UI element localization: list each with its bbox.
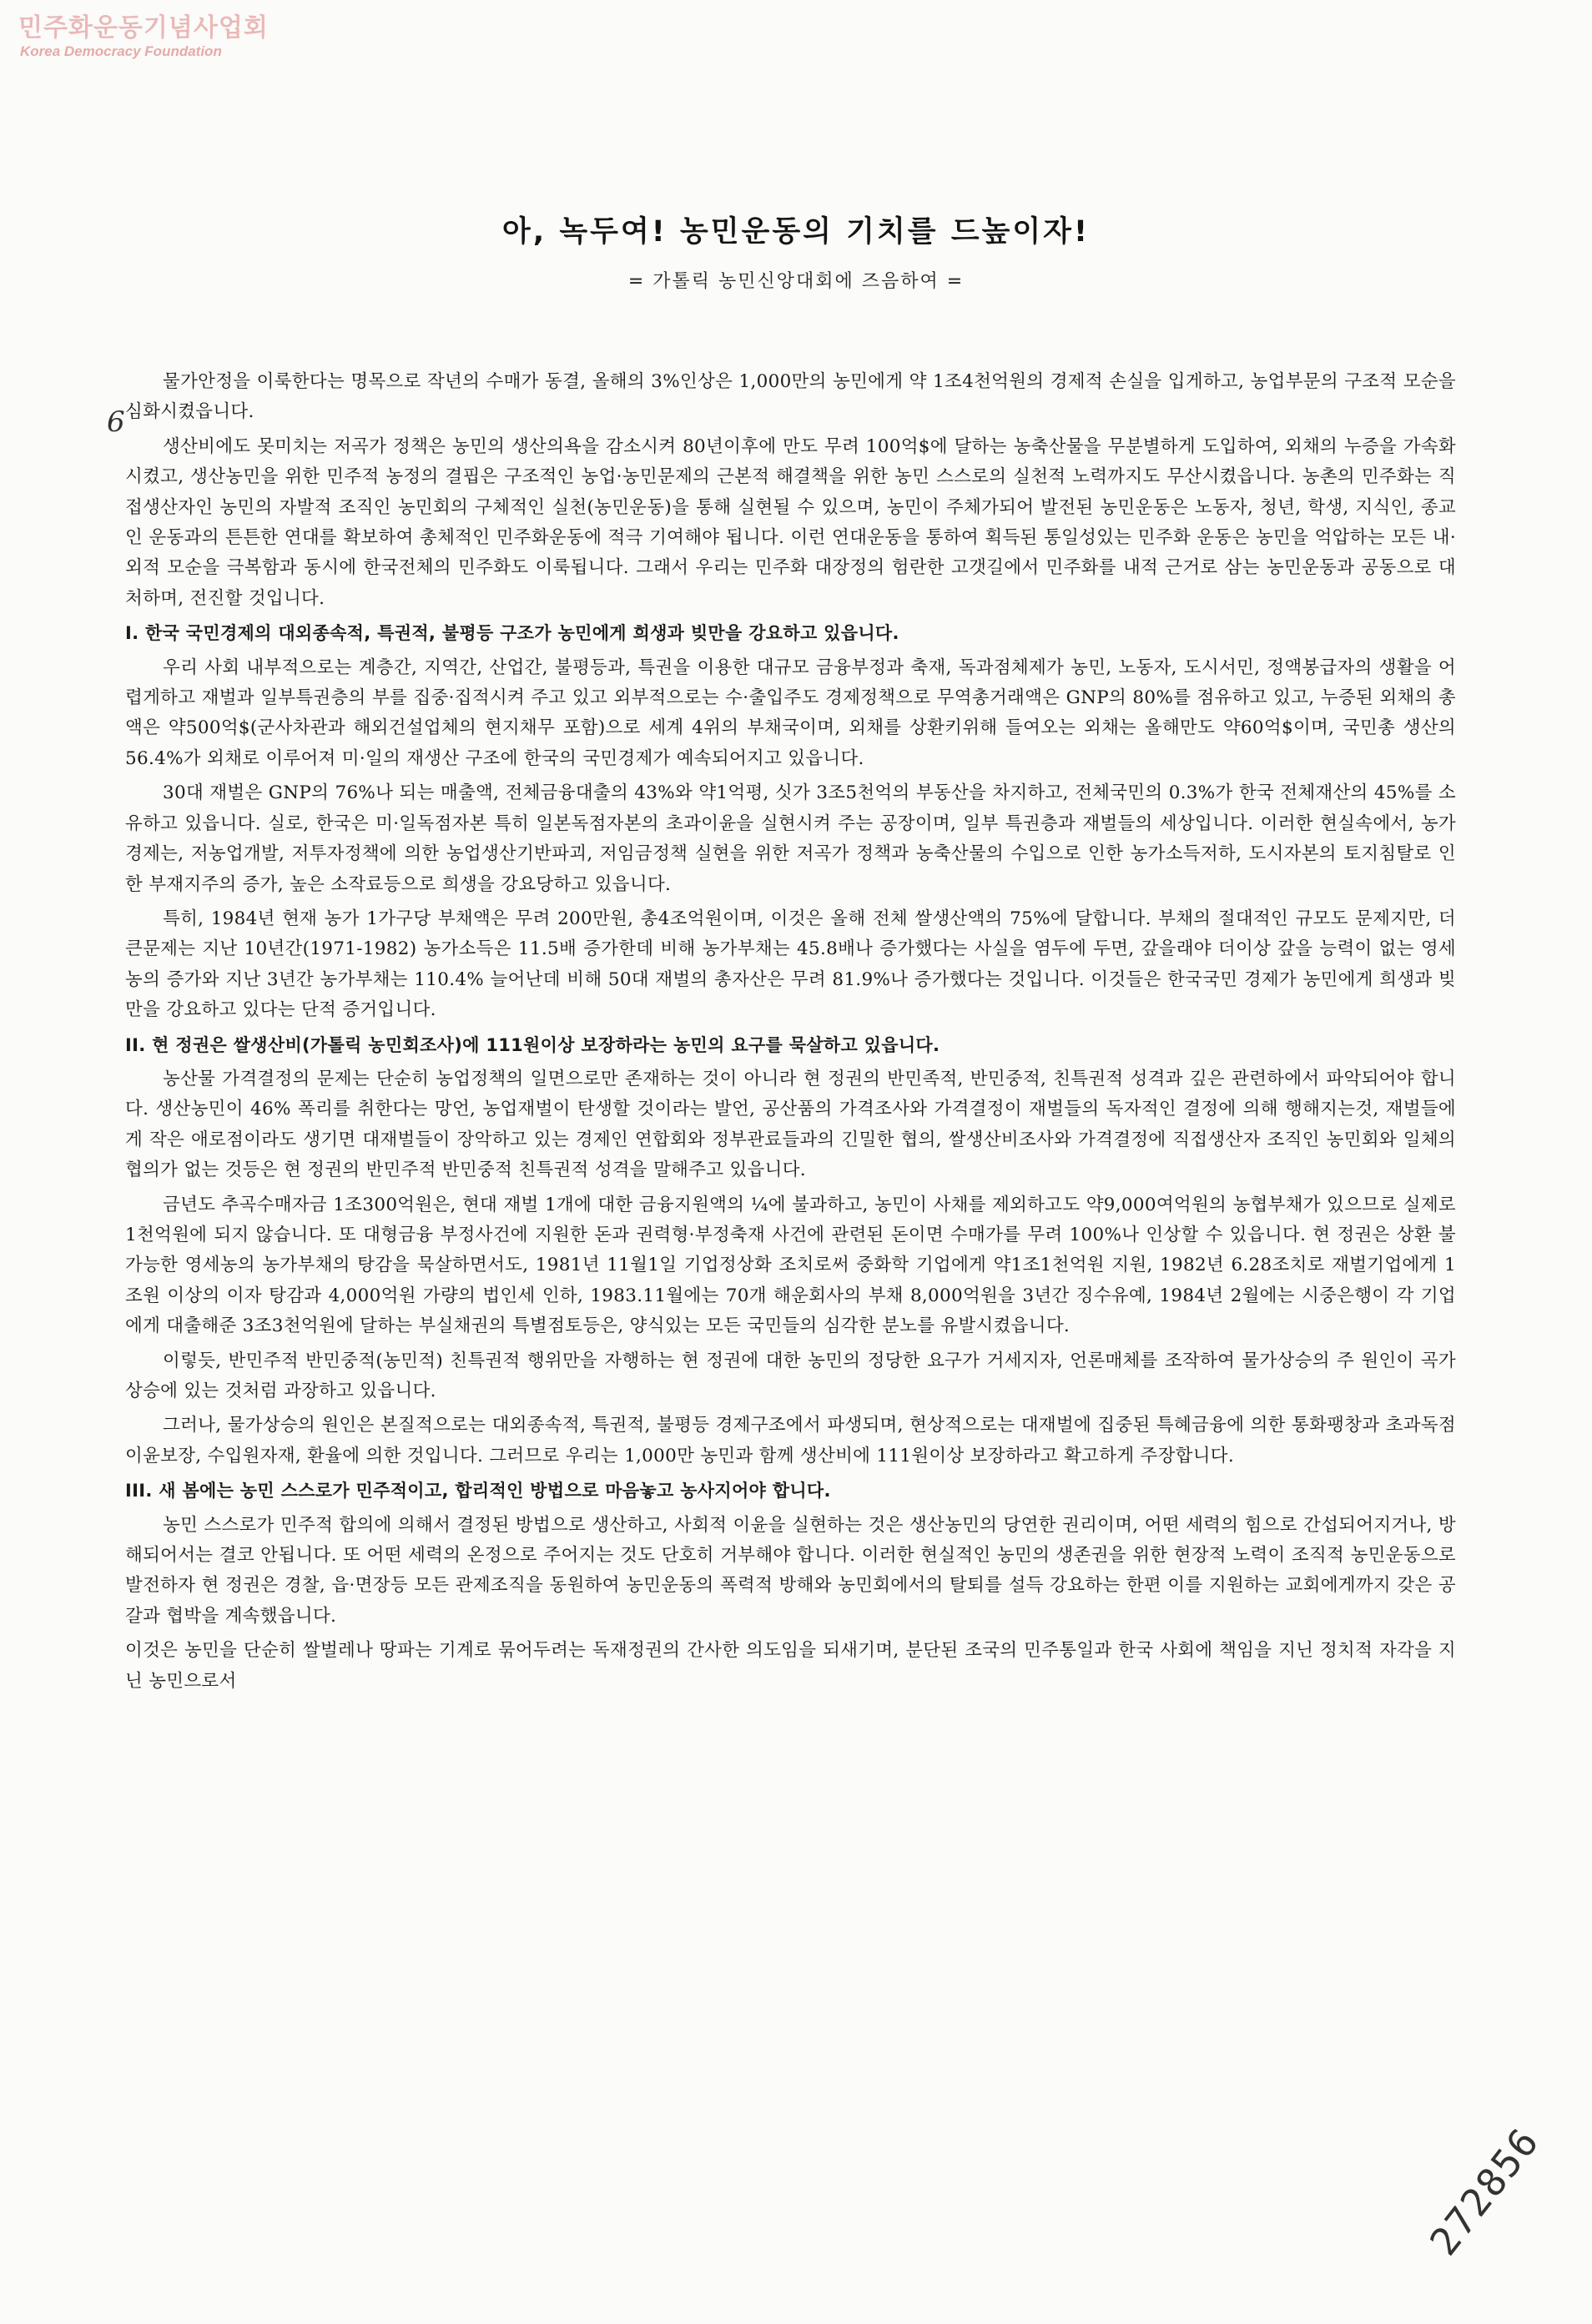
document-body <box>125 367 1456 1701</box>
document-subtitle: = 가톨릭 농민신앙대회에 즈음하여 = <box>627 271 965 292</box>
handwritten-margin-mark: 6 <box>107 405 125 439</box>
paragraph-s2-4: 그러나, 물가상승의 원인은 본질적으로는 대외종속적, 특권적, 불평등 경제구조에서 파생되며, 현상적으로는 대재벌에 집중된 특혜금융에 의한 통화팽창과 초과독점 이윤보장, 수입원자재, 환율에 의한 것입니다. 그러므로 우리는 1,000만 농민과 함께 생산비에 111원이상 보장하라고 확고하게 주장합니다. <box>125 1415 1456 1466</box>
handwritten-archive-number: 272856 <box>1420 2119 1549 2264</box>
document-title: 아, 녹두여! 농민운동의 기치를 드높이자! <box>502 215 1090 249</box>
paragraph-s2-2: 금년도 추곡수매자금 1조300억원은, 현대 재벌 1개에 대한 금융지원액의 ¼에 불과하고, 농민이 사채를 제외하고도 약9,000여억원의 농협부채가 있으므로 실제로 1천억원에 되지 않습니다. 또 대형금융 부정사건에 지원한 돈과 권력형·부정축재 사건에 관련된 돈이면 수매가를 무려 100%나 인상할 수 있읍니다. 현 정권은 상환 불가능한 영세농의 농가부채의 탕감을 묵살하면서도, 1981년 11월1일 기업정상화 조치로써 중화학 기업에게 약1조1천억원 지원, 1982년 6.28조치로 재벌기업에게 1조원 이상의 이자 탕감과 4,000억원 가량의 법인세 인하, 1983.11월에는 70개 해운회사의 부채 8,000억원을 3년간 징수유예, 1984년 2월에는 시중은행이 각 기업에게 대출해준 3조3천억원에 달하는 부실채권의 특별점토등은, 양식있는 모든 국민들의 심각한 분노를 유발시켰읍니다. <box>125 1194 1456 1337</box>
paragraph-s2-3: 이렇듯, 반민주적 반민중적(농민적) 친특권적 행위만을 자행하는 현 정권에 대한 농민의 정당한 요구가 거세지자, 언론매체를 조작하여 물가상승의 주 원인이 곡가상승에 있는 것처럼 과장하고 있읍니다. <box>125 1350 1456 1401</box>
watermark-english: Korea Democracy Foundation <box>20 43 222 59</box>
section-heading-2: II. 현 정권은 쌀생산비(가톨릭 농민회조사)에 111원이상 보장하라는 농민의 요구를 묵살하고 있읍니다. <box>125 1034 940 1055</box>
section-heading-1: I. 한국 국민경제의 대외종속적, 특권적, 불평등 구조가 농민에게 희생과 빚만을 강요하고 있읍니다. <box>125 623 899 644</box>
paragraph-s3-2: 이것은 농민을 단순히 쌀벌레나 땅파는 기계로 묶어두려는 독재정권의 간사한 의도임을 되새기며, 분단된 조국의 민주통일과 한국 사회에 책임을 지닌 정치적 자각을 지닌 농민으로서 <box>125 1640 1456 1692</box>
paragraph-intro-2: 생산비에도 못미치는 저곡가 정책은 농민의 생산의욕을 감소시켜 80년이후에 만도 무려 100억$에 달하는 농축산물을 무분별하게 도입하여, 외채의 누증을 가속화 시켰고, 생산농민을 위한 민주적 농정의 결핍은 구조적인 농업·농민문제의 근본적 해결책을 위한 농민 스스로의 실천적 노력까지도 무산시켰읍니다. 농촌의 민주화는 직접생산자인 농민의 자발적 조직인 농민회의 구체적인 실천(농민운동)을 통해 실현될 수 있으며, 농민이 주체가되어 발전된 농민운동은 노동자, 청년, 학생, 지식인, 종교인 운동과의 튼튼한 연대를 확보하여 총체적인 민주화운동에 적극 기여해야 됩니다. 이런 연대운동을 통하여 획득된 통일성있는 민주화 운동은 농민을 억압하는 모든 내·외적 모순을 극복함과 동시에 한국전체의 민주화도 이룩됩니다. 그래서 우리는 민주화 대장정의 험란한 고갯길에서 민주화를 내적 근거로 삼는 농민운동과 공동으로 대처하며, 전진할 것입니다. <box>125 435 1456 609</box>
paragraph-intro-1: 물가안정을 이룩한다는 명목으로 작년의 수매가 동결, 올해의 3%인상은 1,000만의 농민에게 약 1조4천억원의 경제적 손실을 입게하고, 농업부문의 구조적 모순을 심화시켰읍니다. <box>125 371 1456 423</box>
section-heading-3: III. 새 봄에는 농민 스스로가 민주적이고, 합리적인 방법으로 마음놓고 농사지어야 합니다. <box>125 1481 831 1502</box>
paragraph-s3-1: 농민 스스로가 민주적 합의에 의해서 결정된 방법으로 생산하고, 사회적 이윤을 실현하는 것은 생산농민의 당연한 권리이며, 어떤 세력의 힘으로 간섭되어지거나, 방해되어서는 결코 안됩니다. 또 어떤 세력의 온정으로 주어지는 것도 단호히 거부해야 합니다. 이러한 현실적인 농민의 생존권을 위한 현장적 노력이 조직적 농민운동으로 발전하자 현 정권은 경찰, 읍·면장등 모든 관제조직을 동원하여 농민운동의 폭력적 방해와 농민회에서의 탈퇴를 설득 강요하는 한편 이를 지원하는 교회에게까지 갖은 공갈과 협박을 계속했읍니다. <box>125 1514 1456 1627</box>
paragraph-s2-1: 농산물 가격결정의 문제는 단순히 농업정책의 일면으로만 존재하는 것이 아니라 현 정권의 반민족적, 반민중적, 친특권적 성격과 깊은 관련하에서 파악되어야 합니다. 생산농민이 46% 폭리를 취한다는 망언, 농업재벌이 탄생할 것이라는 발언, 공산품의 가격조사와 가격결정이 재벌들의 독자적인 결정에 의해 행해지는것, 재벌들에게 작은 애로점이라도 생기면 대재벌들이 장악하고 있는 경제인 연합회와 정부관료들과의 긴밀한 협의, 쌀생산비조사와 가격결정에 직접생산자 조직인 농민회와 일체의 협의가 없는 것등은 현 정권의 반민주적 반민중적 친특권적 성격을 말해주고 있읍니다. <box>125 1068 1456 1181</box>
paragraph-s1-1: 우리 사회 내부적으로는 계층간, 지역간, 산업간, 불평등과, 특권을 이용한 대규모 금융부정과 축재, 독과점체제가 농민, 노동자, 도시서민, 정액봉급자의 생활을 어렵게하고 재벌과 일부특권층의 부를 집중·집적시켜 주고 있고 외부적으로는 수·출입주도 경제정책으로 무역총거래액은 GNP의 80%를 점유하고 있고, 누증된 외채의 총액은 약500억$(군사차관과 해외건설업체의 현지채무 포함)으로 세계 4위의 부채국이며, 외채를 상환키위해 들여오는 외채는 올해만도 약60억$이며, 국민총 생산의 56.4%가 외채로 이루어져 미·일의 재생산 구조에 한국의 국민경제가 예속되어지고 있읍니다. <box>125 656 1456 769</box>
watermark-korean: 민주화운동기념사업회 <box>18 13 269 43</box>
paragraph-s1-2: 30대 재벌은 GNP의 76%나 되는 매출액, 전체금융대출의 43%와 약1억평, 싯가 3조5천억의 부동산을 차지하고, 전체국민의 0.3%가 한국 전체재산의 45%를 소유하고 있읍니다. 실로, 한국은 미·일독점자본 특히 일본독점자본의 초과이윤을 실현시켜 주는 공장이며, 일부 특권층과 재벌들의 세상입니다. 이러한 현실속에서, 농가경제는, 저농업개발, 저투자정책에 의한 농업생산기반파괴, 저임금정책 실현을 위한 저곡가 정책과 농축산물의 수입으로 인한 농가소득저하, 도시자본의 토지침탈로 인한 부재지주의 증가, 높은 소작료등으로 희생을 강요당하고 있읍니다. <box>125 782 1456 895</box>
watermark-logo <box>18 13 269 60</box>
paragraph-s1-3: 특히, 1984년 현재 농가 1가구당 부채액은 무려 200만원, 총4조억원이며, 이것은 올해 전체 쌀생산액의 75%에 달합니다. 부채의 절대적인 규모도 문제지만, 더 큰문제는 지난 10년간(1971-1982) 농가소득은 11.5배 증가한데 비해 농가부채는 45.8배나 증가했다는 사실을 염두에 두면, 갚을래야 더이상 갚을 능력이 없는 영세농의 증가와 지난 3년간 농가부채는 110.4% 늘어난데 비해 50대 재벌의 총자산은 무려 81.9%나 증가했다는 것입니다. 이것들은 한국국민 경제가 농민에게 희생과 빚만을 강요하고 있다는 단적 증거입니다. <box>125 908 1456 1021</box>
